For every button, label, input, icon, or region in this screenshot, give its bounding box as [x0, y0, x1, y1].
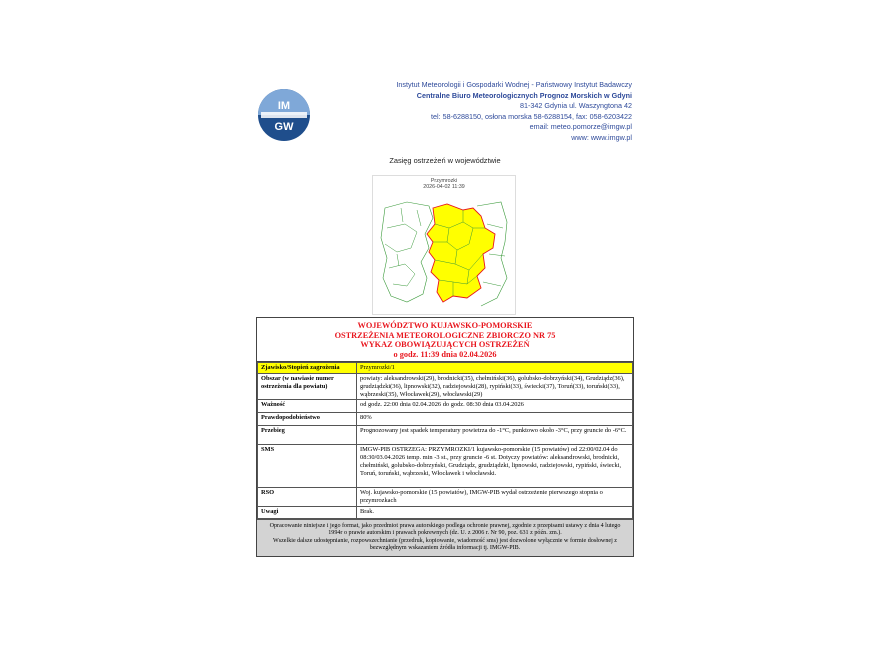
bulletin-title-number: OSTRZEŻENIA METEOROLOGICZNE ZBIORCZO NR 75: [334, 330, 556, 340]
bulletin-title-voivodeship: WOJEWÓDZTWO KUJAWSKO-POMORSKIE: [357, 321, 533, 330]
map-timestamp: 2026-04-02 11:39: [423, 184, 465, 190]
row-key-phenomenon: Zjawisko/Stopień zagrożenia: [258, 363, 357, 374]
header-line-www[interactable]: www: www.imgw.pl: [571, 132, 632, 142]
map-caption: Zasięg ostrzeżeń w województwie: [389, 156, 501, 165]
row-key-rso: RSO: [258, 488, 357, 506]
row-value-remarks: Brak.: [357, 506, 633, 518]
table-row: [258, 488, 633, 506]
header-line-address: 81-342 Gdynia ul. Waszyngtona 42: [519, 101, 632, 111]
svg-text:GW: GW: [274, 121, 294, 133]
header-line-email[interactable]: email: meteo.pomorze@imgw.pl: [529, 122, 632, 132]
header-line-phone: tel: 58-6288150, osłona morska 58-6288154, fax: 058-6203422: [431, 111, 632, 121]
bulletin-table: [257, 362, 633, 519]
copyright-line-2: Wszelkie dalsze udostępnianie, rozpowszechnianie (przedruk, kopiowanie, wiadomość sms) jest dozwolone wyłącznie w formie dosłownej z bezwzględnym wskazaniem źródła informacji tj. IMGW-PIB.: [272, 537, 618, 552]
row-key-validity: Ważność: [258, 400, 357, 413]
row-value-course: Prognozowany jest spadek temperatury powietrza do -1°C, punktowo około -3°C, przy gruncie do -6°C.: [357, 426, 633, 445]
header-line-institute: Instytut Meteorologii i Gospodarki Wodnej - Państwowy Instytut Badawczy: [396, 80, 632, 89]
header-line-bureau: Centralne Biuro Meteorologicznych Prognoz Morskich w Gdyni: [416, 90, 632, 100]
institute-header: [330, 80, 632, 144]
row-key-area: Obszar (w nawiasie numer ostrzeżenia dla powiatu): [258, 374, 357, 400]
bulletin-title-list: WYKAZ OBOWIĄZUJĄCYCH OSTRZEŻEŃ: [360, 340, 530, 350]
row-key-probability: Prawdopodobieństwo: [258, 413, 357, 426]
row-value-area: powiaty: aleksandrowski(29), brodnicki(35), chełmiński(36), golubsko-dobrzyński(34), Grudziądz(36), grudziądzki(36), lipnowski(32), radziejowski(28), rypiński(33), świecki(37), Toruń(33), toruński(33), wąbrzeski(35), Włocławek(29), włocławski(29): [357, 374, 633, 400]
copyright-line-1: Opracowanie niniejsze i jego format, jako przedmiot prawa autorskiego podlega ochronie prawnej, zgodnie z przepisami ustawy z dnia 4 lutego 1994r o prawie autorskim i prawach pokrewnych (dz. U. z 2006 r. Nr 90, poz. 631 z późn. zm.).: [269, 522, 621, 537]
map-phenomenon-label: Przymrozki: [430, 178, 458, 184]
table-row: [258, 363, 633, 374]
row-value-rso: Woj. kujawsko-pomorskie (15 powiatów), IMGW-PIB wydał ostrzeżenie pierwszego stopnia o przymrozkach: [357, 488, 633, 506]
row-value-sms: IMGW-PIB OSTRZEGA: PRZYMROZKI/1 kujawsko-pomorskie (15 powiatów) od 22:00/02.04 do 08:30/03.04.2026 temp. min -3 st., przy gruncie -6 st. Dotyczy powiatów: aleksandrowski, brodnicki, chełmiński, golubsko-dobrzyński, Grudziądz, grudziądzki, lipnowski, radziejowski, rypiński, świecki, Toruń, toruński, wąbrzeski, Włocławek i włocławski.: [357, 445, 633, 488]
table-row: [258, 400, 633, 413]
table-row: [258, 426, 633, 445]
table-row: [258, 506, 633, 518]
bulletin-title-time: o godz. 11:39 dnia 02.04.2026: [393, 349, 497, 359]
table-row: [258, 374, 633, 400]
row-key-remarks: Uwagi: [258, 506, 357, 518]
table-row: [258, 445, 633, 488]
row-value-probability: 80%: [357, 413, 633, 426]
table-row: [258, 413, 633, 426]
warning-bulletin: [256, 317, 634, 557]
svg-text:IM: IM: [277, 100, 291, 112]
voivodeship-map-svg: [377, 198, 511, 310]
row-value-phenomenon: Przymrozki/1: [357, 363, 633, 374]
row-key-sms: SMS: [258, 445, 357, 488]
row-value-validity: od godz. 22:00 dnia 02.04.2026 do godz. 08:30 dnia 03.04.2026: [357, 400, 633, 413]
row-key-course: Przebieg: [258, 426, 357, 445]
bulletin-title: [257, 318, 633, 362]
imgw-logo: [257, 88, 311, 142]
copyright-note: [257, 519, 633, 556]
warning-map: [372, 175, 516, 315]
